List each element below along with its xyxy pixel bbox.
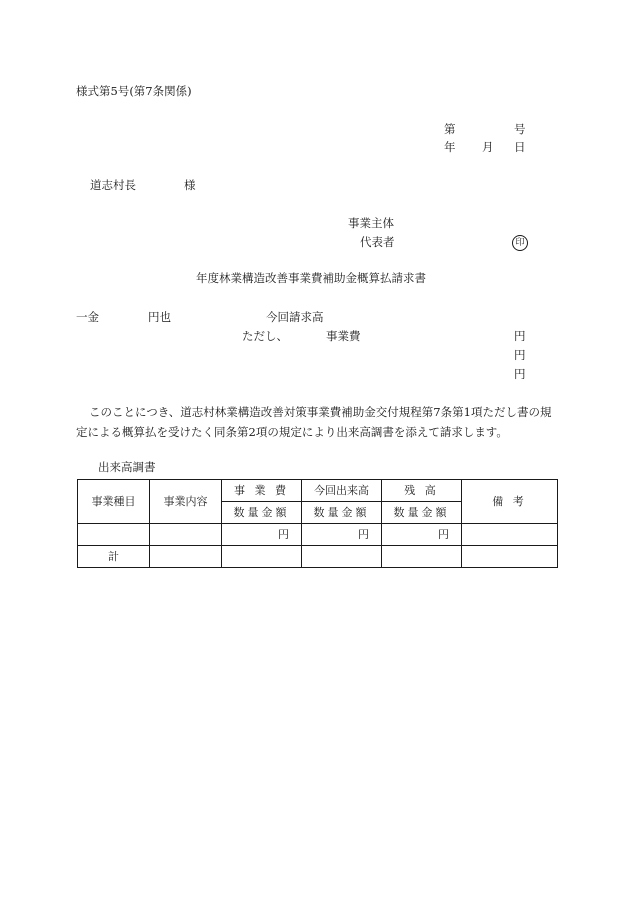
table-cell[interactable] [150, 546, 222, 568]
header-current: 今回出来高 [302, 480, 382, 502]
number-prefix: 第 [444, 122, 456, 136]
total-label: 計 [78, 546, 150, 568]
table-cell[interactable] [78, 524, 150, 546]
table-cell[interactable] [462, 524, 558, 546]
table-total-row [78, 546, 558, 568]
amount-yen-nari: 円也 [148, 310, 171, 324]
date-day: 日 [514, 140, 526, 154]
table-cell[interactable] [462, 546, 558, 568]
progress-table [77, 479, 558, 568]
table-cell[interactable] [382, 546, 462, 568]
table-row [78, 524, 558, 546]
table-cell-yen[interactable]: 円 [302, 524, 382, 546]
applicant-entity: 事業主体 [348, 216, 394, 230]
table-cell-yen[interactable]: 円 [222, 524, 302, 546]
table-cell[interactable] [302, 546, 382, 568]
date-year: 年 [444, 140, 456, 154]
form-label: 様式第5号(第7条関係) [76, 84, 192, 98]
subheader-cost: 数量金額 [222, 502, 302, 524]
amount-project-cost: 事業費 [326, 329, 361, 343]
amount-yen-2: 円 [514, 348, 526, 362]
header-cost: 事 業 費 [222, 480, 302, 502]
addressee-honorific: 様 [184, 178, 196, 192]
header-remaining: 残 高 [382, 480, 462, 502]
number-suffix: 号 [514, 122, 526, 136]
amount-tadashi: ただし、 [242, 329, 288, 343]
table-cell[interactable] [150, 524, 222, 546]
document-title: 年度林業構造改善事業費補助金概算払請求書 [196, 271, 426, 285]
table-cell[interactable] [222, 546, 302, 568]
applicant-representative: 代表者 [360, 235, 395, 249]
subheader-current: 数量金額 [302, 502, 382, 524]
table-caption: 出来高調書 [98, 460, 156, 474]
header-type: 事業種目 [78, 480, 150, 524]
amount-yen-3: 円 [514, 367, 526, 381]
table-cell-yen[interactable]: 円 [382, 524, 462, 546]
header-notes: 備 考 [462, 480, 558, 524]
amount-current-request: 今回請求高 [266, 310, 324, 324]
body-text: このことにつき、道志村林業構造改善対策事業費補助金交付規程第7条第1項ただし書の規定による概算払を受けたく同条第2項の規定により出来高調書を添えて請求します。 [76, 405, 552, 439]
subheader-remaining: 数量金額 [382, 502, 462, 524]
date-month: 月 [482, 140, 494, 154]
header-content: 事業内容 [150, 480, 222, 524]
seal-icon: 印 [512, 235, 528, 251]
table-header-row [78, 480, 558, 502]
amount-yen-1: 円 [514, 329, 526, 343]
addressee-name: 道志村長 [90, 178, 136, 192]
amount-ikkin: 一金 [76, 310, 99, 324]
